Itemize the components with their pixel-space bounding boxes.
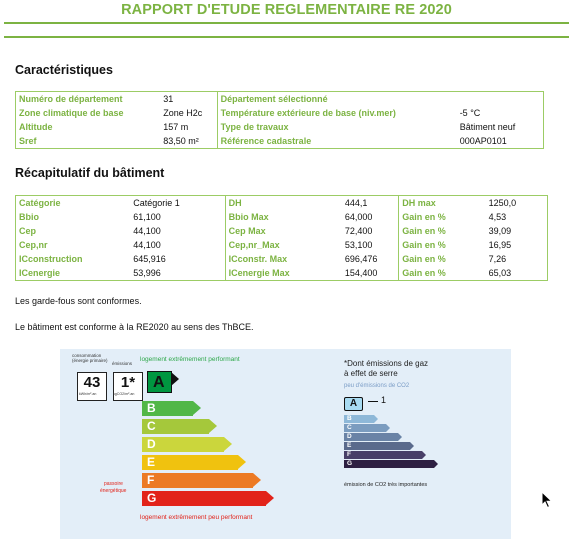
table-cell: Référence cadastrale [217, 134, 457, 149]
table-cell: Gain en % [399, 210, 486, 224]
table-cell: 65,03 [486, 266, 548, 281]
table-cell [457, 92, 544, 107]
co2-bar-letter: F [347, 451, 351, 458]
consumption-value [77, 372, 107, 401]
bottom-caption: logement extrêmement peu performant [140, 514, 253, 521]
table-cell: 4,53 [486, 210, 548, 224]
table-cell: 39,09 [486, 224, 548, 238]
table-row [16, 92, 544, 107]
energy-bar-G [142, 491, 266, 506]
table-cell: Bbio [16, 210, 131, 224]
co2-bar-C [344, 424, 386, 432]
table-cell: 53,100 [344, 240, 373, 250]
table-cell: Cep Max [225, 224, 342, 238]
recap-table [15, 195, 548, 281]
bar-letter: F [147, 473, 155, 487]
table-row [16, 120, 544, 134]
table-cell: Catégorie 1 [130, 196, 225, 211]
table-cell: ICconstr. Max [225, 252, 342, 266]
table-cell: Bâtiment neuf [457, 120, 544, 134]
consumption-caption: consommation (énergie primaire) [72, 353, 108, 363]
table-cell: Département sélectionné [217, 92, 457, 107]
table-cell: Cep,nr [16, 238, 131, 252]
table-cell: ICenergie [16, 266, 131, 281]
table-cell: 444,1 [342, 196, 399, 211]
table-cell: 645,916 [133, 254, 166, 264]
bar-letter: B [147, 401, 156, 415]
bar-letter: D [147, 437, 156, 451]
co2-bar-letter: C [347, 424, 352, 431]
title-rule-bottom [4, 36, 569, 38]
table-row [16, 196, 548, 211]
table-cell: 1250,0 [486, 196, 548, 211]
bar-letter: G [147, 491, 157, 505]
energy-bar-F [142, 473, 253, 488]
co2-bar-G [344, 460, 434, 468]
co2-bar-F [344, 451, 422, 459]
table-cell: 83,50 m² [160, 134, 217, 149]
table-cell: 44,100 [133, 240, 161, 250]
co2-bar-E [344, 442, 410, 450]
bar-letter: E [147, 455, 156, 469]
conformity-note: Le bâtiment est conforme à la RE2020 au sens des ThBCE. [15, 322, 254, 332]
emissions-unit: kgCO2/m².an [113, 392, 135, 396]
table-cell: Zone climatique de base [16, 106, 161, 120]
table-cell: 61,100 [133, 212, 161, 222]
table-cell: 154,400 [342, 266, 399, 281]
table-row [16, 238, 548, 252]
table-cell: 72,400 [344, 226, 373, 236]
table-cell: 16,95 [486, 238, 548, 252]
characteristics-heading: Caractéristiques [15, 63, 113, 77]
side-caption-passoire: passoire [104, 481, 123, 487]
garde-fous-note: Les garde-fous sont conformes. [15, 296, 142, 306]
table-cell: 31 [160, 92, 217, 107]
co2-class-marker [344, 397, 363, 411]
bar-letter: C [147, 419, 156, 433]
co2-bar-letter: G [347, 460, 353, 467]
table-row [16, 252, 548, 266]
table-row [16, 224, 548, 238]
co2-bar-letter: E [347, 442, 352, 449]
table-cell: 7,26 [486, 252, 548, 266]
table-cell: ICconstruction [16, 252, 131, 266]
table-cell: Gain en % [399, 238, 486, 252]
table-cell: Température extérieure de base (niv.mer) [217, 106, 457, 120]
table-cell: 53,996 [130, 266, 225, 281]
table-cell: DH max [399, 196, 486, 211]
table-row [16, 106, 544, 120]
table-cell: -5 °C [457, 106, 544, 120]
side-caption-energetique: énergétique [100, 488, 127, 494]
co2-connector [368, 401, 378, 402]
energy-bar-C [142, 419, 209, 434]
recap-heading: Récapitulatif du bâtiment [15, 166, 165, 180]
emissions-number: 1* [120, 374, 136, 391]
consumption-number: 43 [83, 374, 101, 391]
table-cell: ICenergie Max [225, 266, 342, 281]
table-cell: DH [225, 196, 342, 211]
co2-class-letter: A [349, 398, 358, 409]
co2-bottom-caption: émission de CO2 très importantes [344, 482, 428, 488]
co2-bar-letter: B [347, 415, 352, 422]
table-cell: 696,476 [344, 254, 378, 264]
co2-note-line2: à effet de serre [344, 369, 398, 378]
co2-bar-B [344, 415, 374, 423]
table-row [16, 134, 544, 149]
table-cell: Catégorie [16, 196, 131, 211]
table-cell: Numéro de département [16, 92, 161, 107]
energy-class-letter: A [153, 374, 165, 391]
energy-bar-E [142, 455, 238, 470]
co2-bar-letter: D [347, 433, 352, 440]
emissions-value [113, 372, 143, 401]
consumption-unit: kWh/m².an [79, 392, 97, 396]
characteristics-table [15, 91, 544, 149]
emissions-caption: émissions [112, 361, 133, 366]
co2-top-caption: peu d'émissions de CO2 [344, 383, 410, 389]
energy-label-panel [60, 349, 511, 539]
table-cell: Bbio Max [225, 210, 342, 224]
table-cell: Gain en % [399, 266, 486, 281]
report-title: RAPPORT D'ETUDE REGLEMENTAIRE RE 2020 [121, 2, 452, 18]
co2-bar-D [344, 433, 398, 441]
energy-bar-D [142, 437, 224, 452]
table-cell: Cep,nr_Max [225, 238, 342, 252]
table-cell: 000AP0101 [457, 134, 544, 149]
table-cell: 44,100 [133, 226, 161, 236]
table-cell: Sref [16, 134, 161, 149]
table-cell: Altitude [16, 120, 161, 134]
title-rule [4, 22, 569, 24]
energy-bar-B [142, 401, 193, 416]
table-row [16, 210, 548, 224]
table-cell: Gain en % [399, 252, 486, 266]
table-cell: Cep [16, 224, 131, 238]
table-cell: Type de travaux [217, 120, 457, 134]
energy-class-marker [147, 371, 172, 393]
table-cell: Zone H2c [163, 108, 203, 118]
table-cell: 157 m [163, 122, 189, 132]
table-cell: 64,000 [344, 212, 373, 222]
co2-value: 1 [381, 395, 387, 405]
mouse-pointer-icon [541, 491, 553, 509]
co2-note-line1: *Dont émissions de gaz [344, 359, 429, 368]
top-caption: logement extrêmement performant [140, 356, 240, 363]
table-cell: Gain en % [399, 224, 486, 238]
table-row [16, 266, 548, 281]
